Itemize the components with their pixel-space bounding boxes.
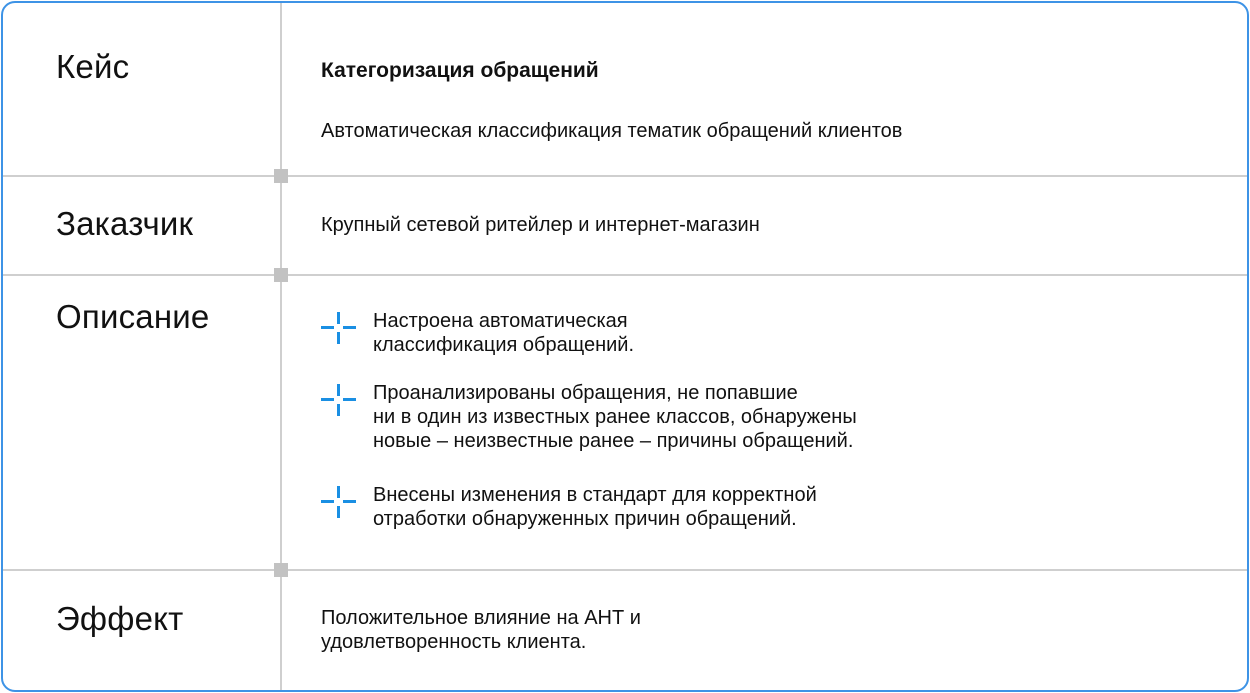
row-label-description: Описание — [56, 298, 210, 335]
divider-node — [274, 169, 288, 183]
row-divider — [3, 175, 1247, 177]
case-subtitle: Автоматическая классификация тематик обращений клиентов — [321, 120, 903, 142]
divider-node — [274, 268, 288, 282]
effect-text: Положительное влияние на АНТ и удовлетворенность клиента. — [321, 607, 641, 653]
crosshair-sparkle-icon — [321, 486, 357, 518]
row-divider — [3, 569, 1247, 571]
row-divider — [3, 274, 1247, 276]
case-card — [1, 1, 1249, 692]
row-label-effect: Эффект — [56, 600, 184, 637]
bullet-text: Проанализированы обращения, не попавшие ни в один из известных ранее классов, обнаружены новые – неизвестные ранее – причины обращений. — [373, 382, 857, 452]
bullet-text: Внесены изменения в стандарт для корректной отработки обнаруженных причин обращений. — [373, 484, 817, 530]
crosshair-sparkle-icon — [321, 384, 357, 416]
row-label-case: Кейс — [56, 48, 130, 85]
row-label-customer: Заказчик — [56, 205, 194, 242]
divider-node — [274, 563, 288, 577]
bullet-text: Настроена автоматическая классификация обращений. — [373, 310, 635, 356]
case-title: Категоризация обращений — [321, 59, 599, 82]
column-divider — [280, 3, 282, 690]
customer-text: Крупный сетевой ритейлер и интернет-магазин — [321, 214, 760, 236]
crosshair-sparkle-icon — [321, 312, 357, 344]
